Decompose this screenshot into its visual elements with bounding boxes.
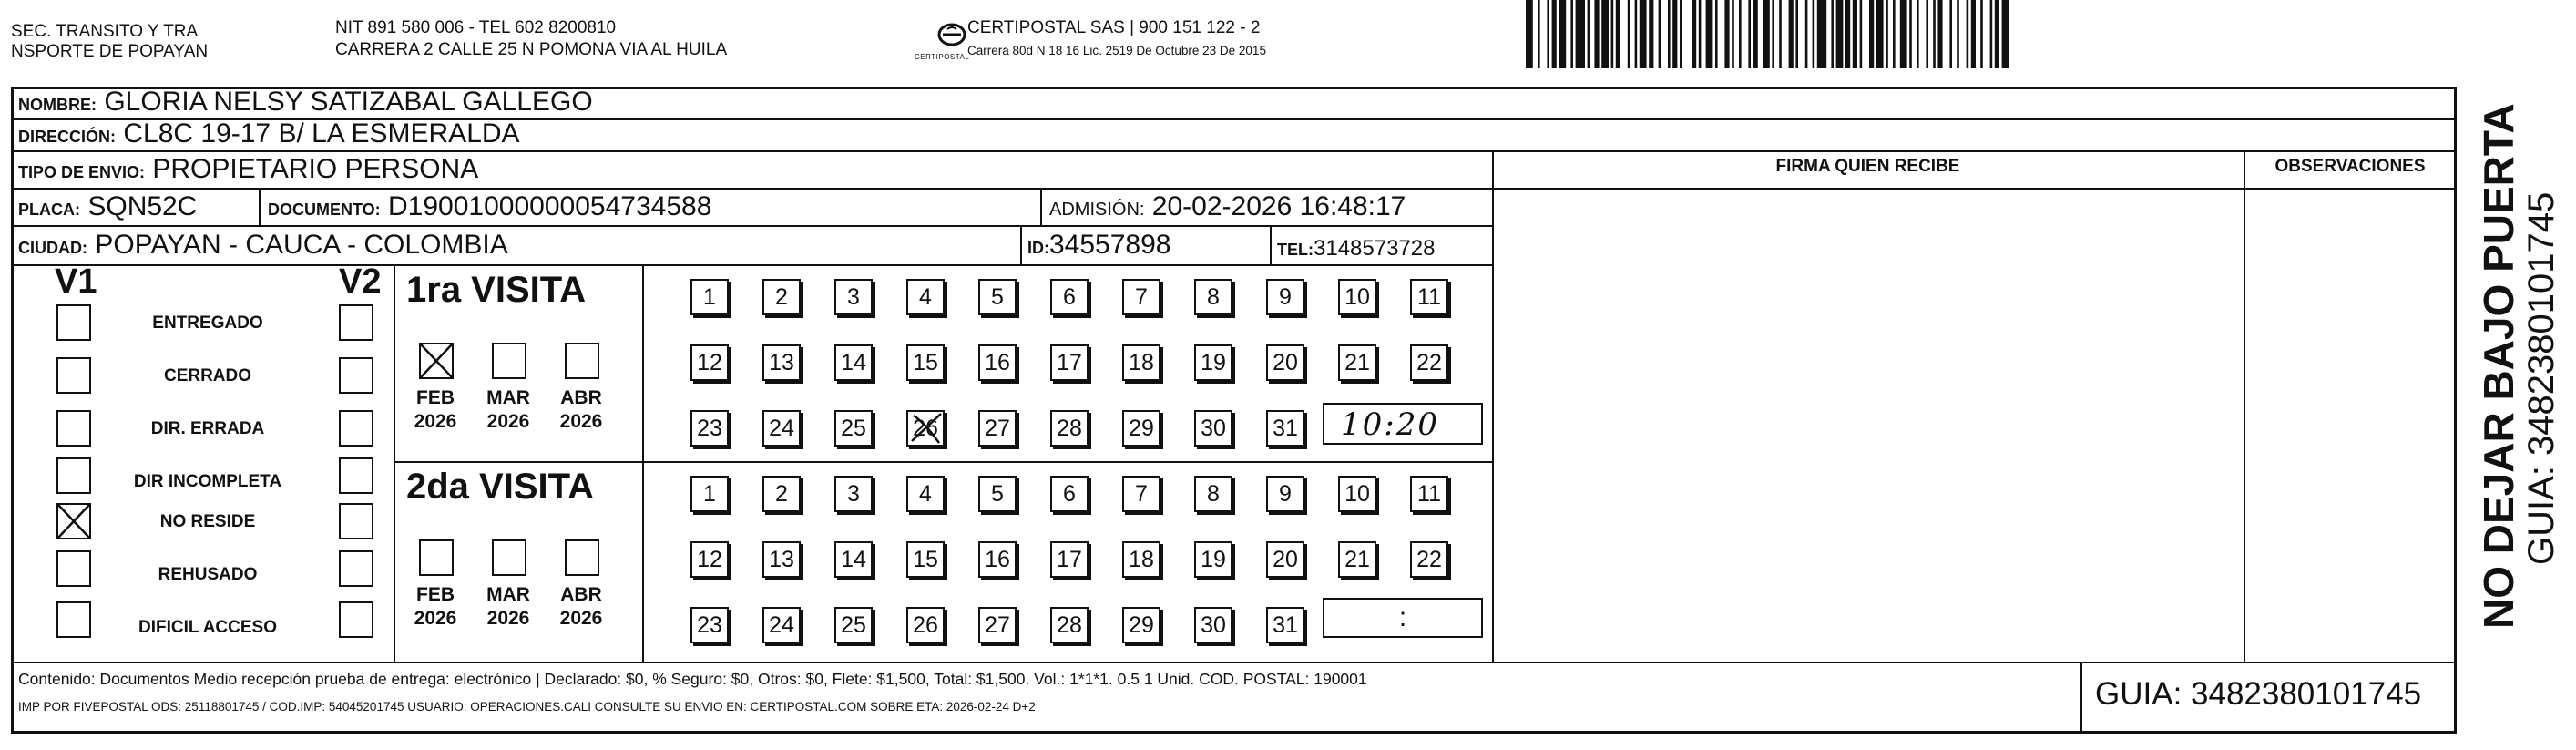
barcode-bar	[1616, 0, 1620, 68]
status-label-cerrado: CERRADO	[163, 366, 252, 385]
first-visit-time: 10:20	[1341, 406, 1439, 443]
barcode-bar	[1845, 0, 1850, 68]
barcode-bar	[1547, 0, 1549, 68]
first-visit-day-5[interactable]: 5	[978, 279, 1017, 315]
footer-guia: GUIA: 3482380101745	[2095, 676, 2422, 712]
first-visit-day-24[interactable]: 24	[762, 410, 801, 447]
barcode-bar	[1990, 0, 1993, 68]
barcode-bar	[1917, 0, 1919, 68]
first-visit-title: 1ra VISITA	[406, 270, 587, 310]
first-visit-day-29[interactable]: 29	[1122, 410, 1160, 447]
second-visit-month-label-abr: ABR 2026	[559, 584, 603, 629]
barcode-bar	[1526, 0, 1533, 68]
first-visit-day-28[interactable]: 28	[1050, 410, 1089, 447]
second-visit-day-7[interactable]: 7	[1122, 476, 1160, 512]
second-visit-day-6[interactable]: 6	[1050, 476, 1089, 512]
first-visit-day-11[interactable]: 11	[1410, 279, 1448, 315]
tel-cell	[1277, 232, 1435, 266]
second-visit-day-17[interactable]: 17	[1050, 541, 1089, 578]
second-visit-day-25[interactable]: 25	[834, 607, 873, 643]
barcode-bar	[1753, 0, 1758, 68]
first-visit-day-17[interactable]: 17	[1050, 344, 1089, 381]
barcode-bar	[1893, 0, 1896, 68]
v2-checkbox-cerrado[interactable]	[339, 357, 373, 394]
nombre-row	[18, 86, 593, 121]
second-visit-day-23[interactable]: 23	[690, 607, 729, 643]
barcode-bar	[1995, 0, 1999, 68]
barcode-bar	[1724, 0, 1729, 68]
barcode-bar	[1900, 0, 1907, 68]
first-visit-day-13[interactable]: 13	[762, 344, 801, 381]
first-visit-day-23[interactable]: 23	[690, 410, 729, 447]
first-visit-month-checkbox-mar[interactable]	[492, 343, 526, 379]
v2-checkbox-dir-incompleta[interactable]	[339, 457, 373, 494]
footer-print-line: IMP POR FIVEPOSTAL ODS: 25118801745 / COD.IMP: 54045201745 USUARIO: OPERACIONES.CALI CONSULTE SU ENVIO EN: CERTIPOSTAL.COM SOBRE ETA: 2026-02-24 D+2	[18, 700, 1036, 714]
barcode-bar	[1699, 0, 1702, 68]
id-cell	[1027, 229, 1170, 264]
barcode-bar	[1813, 0, 1815, 68]
second-visit-day-2[interactable]: 2	[762, 476, 801, 512]
direccion-row	[18, 118, 520, 153]
barcode-bar	[1576, 0, 1585, 68]
barcode-bar	[1789, 0, 1794, 68]
first-visit-month-checkbox-feb[interactable]	[419, 343, 454, 379]
barcode-bar	[1957, 0, 1959, 68]
tipo-envio-label: TIPO DE ENVIO:	[18, 163, 146, 181]
status-label-entregado: ENTREGADO	[152, 313, 263, 333]
first-visit-day-18[interactable]: 18	[1122, 344, 1160, 381]
barcode-bar	[1933, 0, 1936, 68]
barcode-bar	[1649, 0, 1653, 68]
second-visit-day-4[interactable]: 4	[906, 476, 945, 512]
v1-checkbox-cerrado[interactable]	[56, 357, 91, 394]
first-visit-day-25[interactable]: 25	[834, 410, 873, 447]
barcode	[1526, 0, 2236, 68]
first-visit-day-21[interactable]: 21	[1338, 344, 1376, 381]
second-visit-day-13[interactable]: 13	[762, 541, 801, 578]
ciudad-value: POPAYAN - CAUCA - COLOMBIA	[95, 230, 508, 260]
barcode-bar	[1937, 0, 1942, 68]
placa-label: PLACA:	[18, 200, 80, 219]
second-visit-month-checkbox-mar[interactable]	[492, 539, 526, 576]
second-visit-month-label-feb: FEB 2026	[414, 584, 457, 629]
barcode-bar	[1831, 0, 1834, 68]
company-line: CERTIPOSTAL SAS | 900 151 122 - 2	[967, 18, 1261, 37]
first-visit-day-15[interactable]: 15	[906, 344, 945, 381]
second-visit-day-8[interactable]: 8	[1194, 476, 1232, 512]
first-visit-day-12[interactable]: 12	[690, 344, 729, 381]
sender-address: CARRERA 2 CALLE 25 N POMONA VIA AL HUILA	[335, 40, 728, 59]
v1-header: V1	[55, 262, 97, 301]
first-visit-day-22[interactable]: 22	[1410, 344, 1448, 381]
barcode-bar	[1926, 0, 1928, 68]
signature-area[interactable]	[1496, 190, 2243, 662]
first-visit-month-label-mar: MAR 2026	[486, 387, 530, 432]
first-visit-day-10[interactable]: 10	[1338, 279, 1376, 315]
license-line: Carrera 80d N 18 16 Lic. 2519 De Octubre 23 De 2015	[967, 44, 1266, 57]
admision-cell	[1049, 190, 1406, 226]
logo-text: CERTIPOSTAL	[915, 53, 970, 61]
placa-value: SQN52C	[87, 191, 198, 221]
barcode-bar	[1635, 0, 1638, 68]
first-visit-day-9[interactable]: 9	[1266, 279, 1304, 315]
first-visit-day-31[interactable]: 31	[1266, 410, 1304, 447]
first-visit-month-checkbox-abr[interactable]	[565, 343, 599, 379]
barcode-bar	[1869, 0, 1874, 68]
first-visit-day-14[interactable]: 14	[834, 344, 873, 381]
barcode-bar	[1692, 0, 1696, 68]
tel-value: 3148573728	[1314, 236, 1436, 261]
admision-label: ADMISIÓN:	[1049, 200, 1145, 220]
second-visit-day-31[interactable]: 31	[1266, 607, 1304, 643]
first-visit-day-1[interactable]: 1	[690, 279, 729, 315]
barcode-bar	[1640, 0, 1647, 68]
second-visit-day-24[interactable]: 24	[762, 607, 801, 643]
admision-value: 20-02-2026 16:48:17	[1151, 191, 1406, 221]
barcode-bar	[1739, 0, 1742, 68]
second-visit-month-checkbox-abr[interactable]	[565, 539, 599, 576]
first-visit-day-8[interactable]: 8	[1194, 279, 1232, 315]
first-visit-day-16[interactable]: 16	[978, 344, 1017, 381]
first-visit-day-19[interactable]: 19	[1194, 344, 1232, 381]
second-visit-day-16[interactable]: 16	[978, 541, 1017, 578]
first-visit-day-4[interactable]: 4	[906, 279, 945, 315]
documento-value: D19001000000054734588	[388, 191, 712, 221]
barcode-bar	[1594, 0, 1599, 68]
v2-checkbox-no-reside[interactable]	[339, 503, 373, 539]
observations-area[interactable]	[2246, 190, 2452, 662]
second-visit-day-20[interactable]: 20	[1266, 541, 1304, 578]
barcode-bar	[1876, 0, 1884, 68]
placa-cell	[18, 190, 197, 226]
first-visit-day-20[interactable]: 20	[1266, 344, 1304, 381]
barcode-bar	[1860, 0, 1863, 68]
v2-header: V2	[339, 262, 382, 301]
barcode-bar	[1706, 0, 1713, 68]
v1-checkbox-dir-errada[interactable]	[56, 410, 91, 447]
v1-checkbox-rehusado[interactable]	[56, 550, 91, 587]
second-visit-day-26[interactable]: 26	[906, 607, 945, 643]
status-label-dir-errada: DIR. ERRADA	[150, 419, 265, 438]
status-label-dificil-acceso: DIFICIL ACCESO	[138, 618, 277, 637]
first-visit-day-7[interactable]: 7	[1122, 279, 1160, 315]
first-visit-day-30[interactable]: 30	[1194, 410, 1232, 447]
barcode-bar	[1748, 0, 1751, 68]
barcode-bar	[1588, 0, 1590, 68]
observaciones-header: OBSERVACIONES	[2274, 157, 2426, 176]
barcode-bar	[1836, 0, 1844, 68]
barcode-bar	[1805, 0, 1808, 68]
barcode-bar	[1715, 0, 1718, 68]
second-visit-day-3[interactable]: 3	[834, 476, 873, 512]
barcode-bar	[1971, 0, 1976, 68]
ciudad-cell	[18, 229, 508, 264]
first-visit-day-26[interactable]: 26	[906, 410, 945, 447]
id-value: 34557898	[1049, 230, 1171, 260]
second-visit-time: :	[1398, 602, 1407, 632]
tipo-envio-value: PROPIETARIO PERSONA	[152, 154, 479, 184]
barcode-bar	[1672, 0, 1677, 68]
second-visit-day-27[interactable]: 27	[978, 607, 1017, 643]
sender-name-line2: NSPORTE DE POPAYAN	[11, 42, 209, 61]
footer-content-line: Contenido: Documentos Medio recepción prueba de entrega: electrónico | Declarado: $0, % Seguro: $0, Otros: $0, Flete: $1,500, Total: $1,500. Vol.: 1*1*1. 0.5 1 Unid. COD. POSTAL: 190001	[18, 670, 1367, 688]
status-label-no-reside: NO RESIDE	[159, 512, 256, 531]
second-visit-day-1[interactable]: 1	[690, 476, 729, 512]
direccion-label: DIRECCIÓN:	[18, 128, 116, 146]
second-visit-day-21[interactable]: 21	[1338, 541, 1376, 578]
first-visit-month-label-abr: ABR 2026	[559, 387, 603, 432]
barcode-bar	[1763, 0, 1770, 68]
barcode-bar	[1980, 0, 1983, 68]
nombre-label: NOMBRE:	[18, 96, 97, 114]
tipo-envio-row	[18, 153, 478, 189]
second-visit-day-11[interactable]: 11	[1410, 476, 1448, 512]
barcode-bar	[1611, 0, 1614, 68]
v1-checkbox-dir-incompleta[interactable]	[56, 457, 91, 494]
second-visit-month-label-mar: MAR 2026	[486, 584, 530, 629]
tel-label: TEL:	[1277, 241, 1314, 259]
second-visit-day-18[interactable]: 18	[1122, 541, 1160, 578]
first-visit-day-2[interactable]: 2	[762, 279, 801, 315]
barcode-bar	[1538, 0, 1540, 68]
first-visit-day-6[interactable]: 6	[1050, 279, 1089, 315]
v2-checkbox-dificil-acceso[interactable]	[339, 601, 373, 638]
v1-checkbox-dificil-acceso[interactable]	[56, 601, 91, 638]
barcode-bar	[1628, 0, 1630, 68]
sender-name-line1: SEC. TRANSITO Y TRA	[11, 22, 199, 41]
second-visit-day-15[interactable]: 15	[906, 541, 945, 578]
second-visit-day-28[interactable]: 28	[1050, 607, 1089, 643]
nombre-value: GLORIA NELSY SATIZABAL GALLEGO	[104, 87, 593, 117]
barcode-bar	[1570, 0, 1573, 68]
status-label-dir-incompleta: DIR INCOMPLETA	[133, 472, 282, 491]
barcode-bar	[1680, 0, 1682, 68]
first-visit-day-3[interactable]: 3	[834, 279, 873, 315]
second-visit-day-12[interactable]: 12	[690, 541, 729, 578]
barcode-bar	[1772, 0, 1774, 68]
documento-cell	[268, 190, 711, 226]
barcode-bar	[1909, 0, 1912, 68]
barcode-bar	[1949, 0, 1952, 68]
second-visit-month-checkbox-feb[interactable]	[419, 539, 454, 576]
second-visit-time-box[interactable]	[1323, 598, 1483, 638]
v2-checkbox-entregado[interactable]	[339, 304, 373, 341]
barcode-bar	[1853, 0, 1857, 68]
first-visit-month-label-feb: FEB 2026	[414, 387, 457, 432]
barcode-bar	[1886, 0, 1888, 68]
ciudad-label: CIUDAD:	[18, 239, 87, 257]
firma-header: FIRMA QUIEN RECIBE	[1775, 157, 1960, 176]
second-visit-day-22[interactable]: 22	[1410, 541, 1448, 578]
v2-checkbox-rehusado[interactable]	[339, 550, 373, 587]
second-visit-day-30[interactable]: 30	[1194, 607, 1232, 643]
v1-checkbox-no-reside[interactable]	[56, 503, 91, 539]
first-visit-day-27[interactable]: 27	[978, 410, 1017, 447]
v1-checkbox-entregado[interactable]	[56, 304, 91, 341]
second-visit-day-29[interactable]: 29	[1122, 607, 1160, 643]
barcode-bar	[1601, 0, 1609, 68]
v2-checkbox-dir-errada[interactable]	[339, 410, 373, 447]
barcode-bar	[1659, 0, 1661, 68]
id-label: ID:	[1027, 239, 1049, 257]
barcode-bar	[2002, 0, 2009, 68]
status-label-rehusado: REHUSADO	[158, 565, 258, 584]
barcode-bar	[1817, 0, 1826, 68]
side-guia: GUIA: 3482380101745	[2521, 191, 2561, 565]
barcode-bar	[1559, 0, 1566, 68]
documento-label: DOCUMENTO:	[268, 200, 381, 219]
second-visit-day-9[interactable]: 9	[1266, 476, 1304, 512]
second-visit-day-19[interactable]: 19	[1194, 541, 1232, 578]
direccion-value: CL8C 19-17 B/ LA ESMERALDA	[123, 118, 520, 149]
barcode-bar	[1795, 0, 1798, 68]
barcode-bar	[1779, 0, 1782, 68]
barcode-bar	[1967, 0, 1969, 68]
first-visit-time-box[interactable]	[1323, 403, 1483, 445]
second-visit-day-14[interactable]: 14	[834, 541, 873, 578]
barcode-bar	[1552, 0, 1557, 68]
nit-line: NIT 891 580 006 - TEL 602 8200810	[335, 18, 617, 37]
second-visit-day-5[interactable]: 5	[978, 476, 1017, 512]
barcode-bar	[1668, 0, 1671, 68]
side-warning: NO DEJAR BAJO PUERTA	[2475, 103, 2522, 629]
second-visit-day-10[interactable]: 10	[1338, 476, 1376, 512]
second-visit-title: 2da VISITA	[406, 467, 594, 507]
barcode-bar	[1732, 0, 1734, 68]
